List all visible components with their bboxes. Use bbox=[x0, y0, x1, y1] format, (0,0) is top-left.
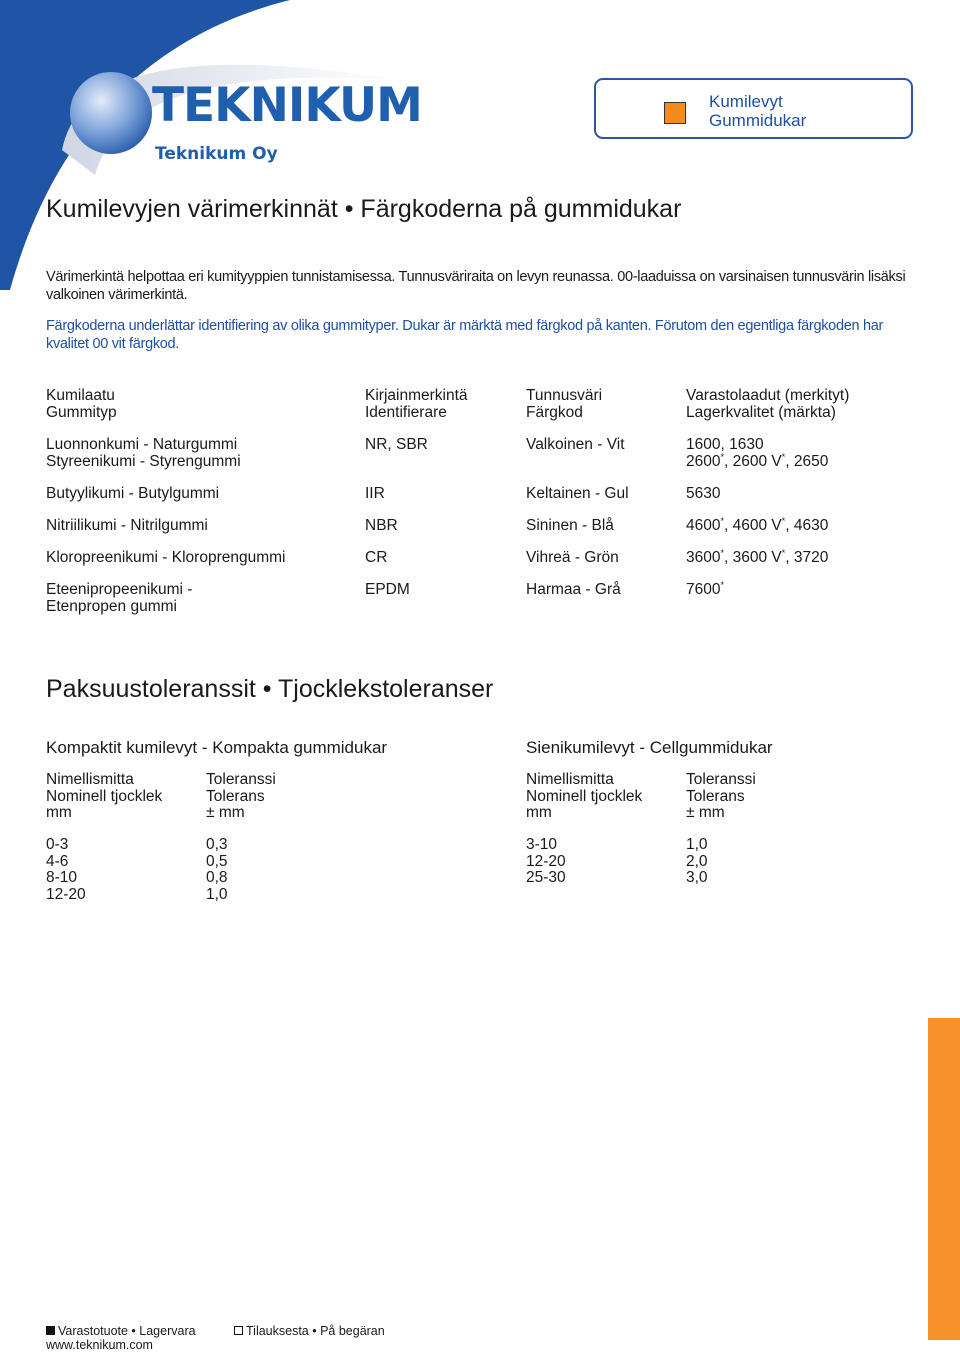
filled-square-icon bbox=[46, 1326, 55, 1335]
header-identifier bbox=[365, 388, 468, 421]
compact-heading: Kompaktit kumilevyt - Kompakta gummidukar bbox=[46, 738, 388, 757]
side-tab bbox=[928, 1018, 960, 1340]
header-text: mm bbox=[46, 804, 72, 821]
category-label bbox=[709, 92, 806, 130]
grades-cell: 5630 bbox=[686, 485, 721, 502]
rubber-type: Etenpropen gummi bbox=[46, 597, 177, 615]
grade-text: 4600 bbox=[686, 517, 721, 534]
color-cell: Harmaa - Grå bbox=[526, 581, 621, 598]
header-text: Kirjainmerkintä bbox=[365, 387, 468, 404]
grade-text: , 3720 bbox=[785, 549, 829, 566]
header-text: ± mm bbox=[206, 804, 245, 821]
footnote-mark: * bbox=[781, 548, 786, 558]
header-text: Lagerkvalitet (märkta) bbox=[686, 403, 836, 421]
grade-text: , 4630 bbox=[785, 517, 829, 534]
footnote-mark: * bbox=[720, 516, 724, 526]
table-cell: 1,0 bbox=[686, 836, 708, 853]
intro-swedish: Färgkoderna underlättar identifiering av olika gummityper. Dukar är märktä med färgkod på kanten. Förutom den egentliga färgkoden har kvalitet 00 vit färgkod. bbox=[46, 318, 884, 352]
cellular-tolerance-values bbox=[686, 837, 708, 887]
table-cell: 25-30 bbox=[526, 869, 566, 886]
identifier-cell: CR bbox=[365, 549, 388, 566]
color-cell: Sininen - Blå bbox=[526, 517, 614, 534]
category-line-sv: Gummidukar bbox=[709, 111, 807, 130]
logo-wordmark: TEKNIKUM bbox=[152, 78, 422, 133]
compact-thickness-header bbox=[46, 772, 162, 822]
table-cell: 3-10 bbox=[526, 836, 558, 853]
table-cell: 3,0 bbox=[686, 869, 708, 886]
legend-stock: Varastotuote • Lagervara bbox=[58, 1324, 196, 1338]
category-color-swatch bbox=[664, 102, 686, 124]
header-text: mm bbox=[526, 804, 552, 821]
category-line-fi: Kumilevyt bbox=[709, 92, 783, 111]
header-text: Nominell tjocklek bbox=[526, 787, 643, 805]
legend-order: Tilauksesta • På begäran bbox=[246, 1324, 385, 1338]
grades-cell bbox=[686, 437, 828, 470]
grade-text: , 4600 V bbox=[724, 517, 782, 534]
header-text: ± mm bbox=[686, 804, 725, 821]
compact-tolerance-header bbox=[206, 772, 276, 822]
grades-cell bbox=[686, 518, 828, 535]
table-cell: 8-10 bbox=[46, 869, 78, 886]
cellular-heading: Sienikumilevyt - Cellgummidukar bbox=[526, 738, 773, 757]
identifier-cell: IIR bbox=[365, 485, 385, 502]
color-cell: Vihreä - Grön bbox=[526, 549, 619, 566]
cellular-thickness-values bbox=[526, 837, 566, 887]
grade-text: 2600 bbox=[686, 452, 721, 470]
table-row-type bbox=[46, 582, 192, 615]
identifier-cell: NR, SBR bbox=[365, 436, 428, 453]
color-cell: Valkoinen - Vit bbox=[526, 436, 625, 453]
header-text: Tolerans bbox=[686, 787, 745, 805]
website-link[interactable]: www.teknikum.com bbox=[46, 1338, 153, 1352]
footnote-mark: * bbox=[720, 580, 724, 590]
table-cell: 4-6 bbox=[46, 852, 69, 870]
header-text: Nimellismitta bbox=[526, 771, 614, 788]
table-cell: 0,8 bbox=[206, 869, 228, 886]
header-text: Nimellismitta bbox=[46, 771, 134, 788]
header-text: Gummityp bbox=[46, 403, 117, 421]
header-text: Tolerans bbox=[206, 787, 265, 805]
intro-finnish: Värimerkintä helpottaa eri kumityyppien tunnistamisessa. Tunnusväriraita on levyn reunassa. 00-laaduissa on varsinaisen tunnusvärin lisäksi valkoinen värimerkintä. bbox=[46, 269, 906, 303]
identifier-cell: EPDM bbox=[365, 581, 410, 598]
rubber-type: Butyylikumi - Butylgummi bbox=[46, 485, 220, 502]
grade-text: , 2650 bbox=[785, 452, 829, 470]
compact-thickness-values bbox=[46, 837, 86, 903]
header-text: Kumilaatu bbox=[46, 387, 115, 404]
table-cell: 12-20 bbox=[46, 885, 86, 903]
identifier-cell: NBR bbox=[365, 517, 398, 534]
table-cell: 0-3 bbox=[46, 836, 69, 853]
header-text: Toleranssi bbox=[686, 771, 756, 788]
grade-text: 1600, 1630 bbox=[686, 436, 764, 453]
table-cell: 0,5 bbox=[206, 852, 228, 870]
grade-text: , 3600 V bbox=[724, 549, 782, 566]
header-text: Nominell tjocklek bbox=[46, 787, 163, 805]
rubber-type: Luonnonkumi - Naturgummi bbox=[46, 436, 238, 453]
footer-legend-order bbox=[234, 1324, 385, 1338]
footnote-mark: * bbox=[781, 451, 786, 462]
cellular-tolerance-header bbox=[686, 772, 756, 822]
color-cell: Keltainen - Gul bbox=[526, 485, 629, 502]
header-text: Identifierare bbox=[365, 403, 447, 421]
cellular-thickness-header bbox=[526, 772, 642, 822]
section-title-color-codes: Kumilevyjen värimerkinnät • Färgkoderna på gummidukar bbox=[46, 195, 682, 223]
header-text: Tunnusväri bbox=[526, 387, 603, 404]
footnote-mark: * bbox=[720, 548, 724, 558]
grade-text: , 2600 V bbox=[724, 452, 782, 470]
category-box bbox=[594, 78, 913, 139]
rubber-type: Kloropreenikumi - Kloroprengummi bbox=[46, 549, 286, 566]
grades-cell bbox=[686, 550, 828, 567]
footnote-mark: * bbox=[720, 451, 724, 462]
compact-tolerance-values bbox=[206, 837, 228, 903]
header-text: Toleranssi bbox=[206, 771, 276, 788]
header-rubber-type bbox=[46, 388, 117, 421]
section-title-tolerances: Paksuustoleranssit • Tjocklekstoleranser bbox=[46, 675, 494, 703]
table-row-type bbox=[46, 437, 241, 470]
header-text: Färgkod bbox=[526, 403, 583, 421]
grades-cell bbox=[686, 582, 724, 599]
footer-legend bbox=[46, 1324, 196, 1352]
footnote-mark: * bbox=[781, 516, 786, 526]
rubber-type: Nitriilikumi - Nitrilgummi bbox=[46, 517, 208, 534]
header-stock-grades bbox=[686, 388, 849, 421]
table-cell: 12-20 bbox=[526, 852, 566, 870]
header-color-code bbox=[526, 388, 602, 421]
table-cell: 1,0 bbox=[206, 885, 228, 903]
rubber-type: Styreenikumi - Styrengummi bbox=[46, 452, 241, 470]
header-text: Varastolaadut (merkityt) bbox=[686, 387, 850, 404]
company-name: Teknikum Oy bbox=[155, 144, 278, 164]
grade-text: 3600 bbox=[686, 549, 721, 566]
table-cell: 2,0 bbox=[686, 852, 708, 870]
rubber-type: Eteenipropeenikumi - bbox=[46, 581, 193, 598]
logo-sphere-icon bbox=[68, 70, 154, 156]
table-cell: 0,3 bbox=[206, 836, 228, 853]
grade-text: 7600 bbox=[686, 581, 721, 598]
empty-square-icon bbox=[234, 1326, 243, 1335]
